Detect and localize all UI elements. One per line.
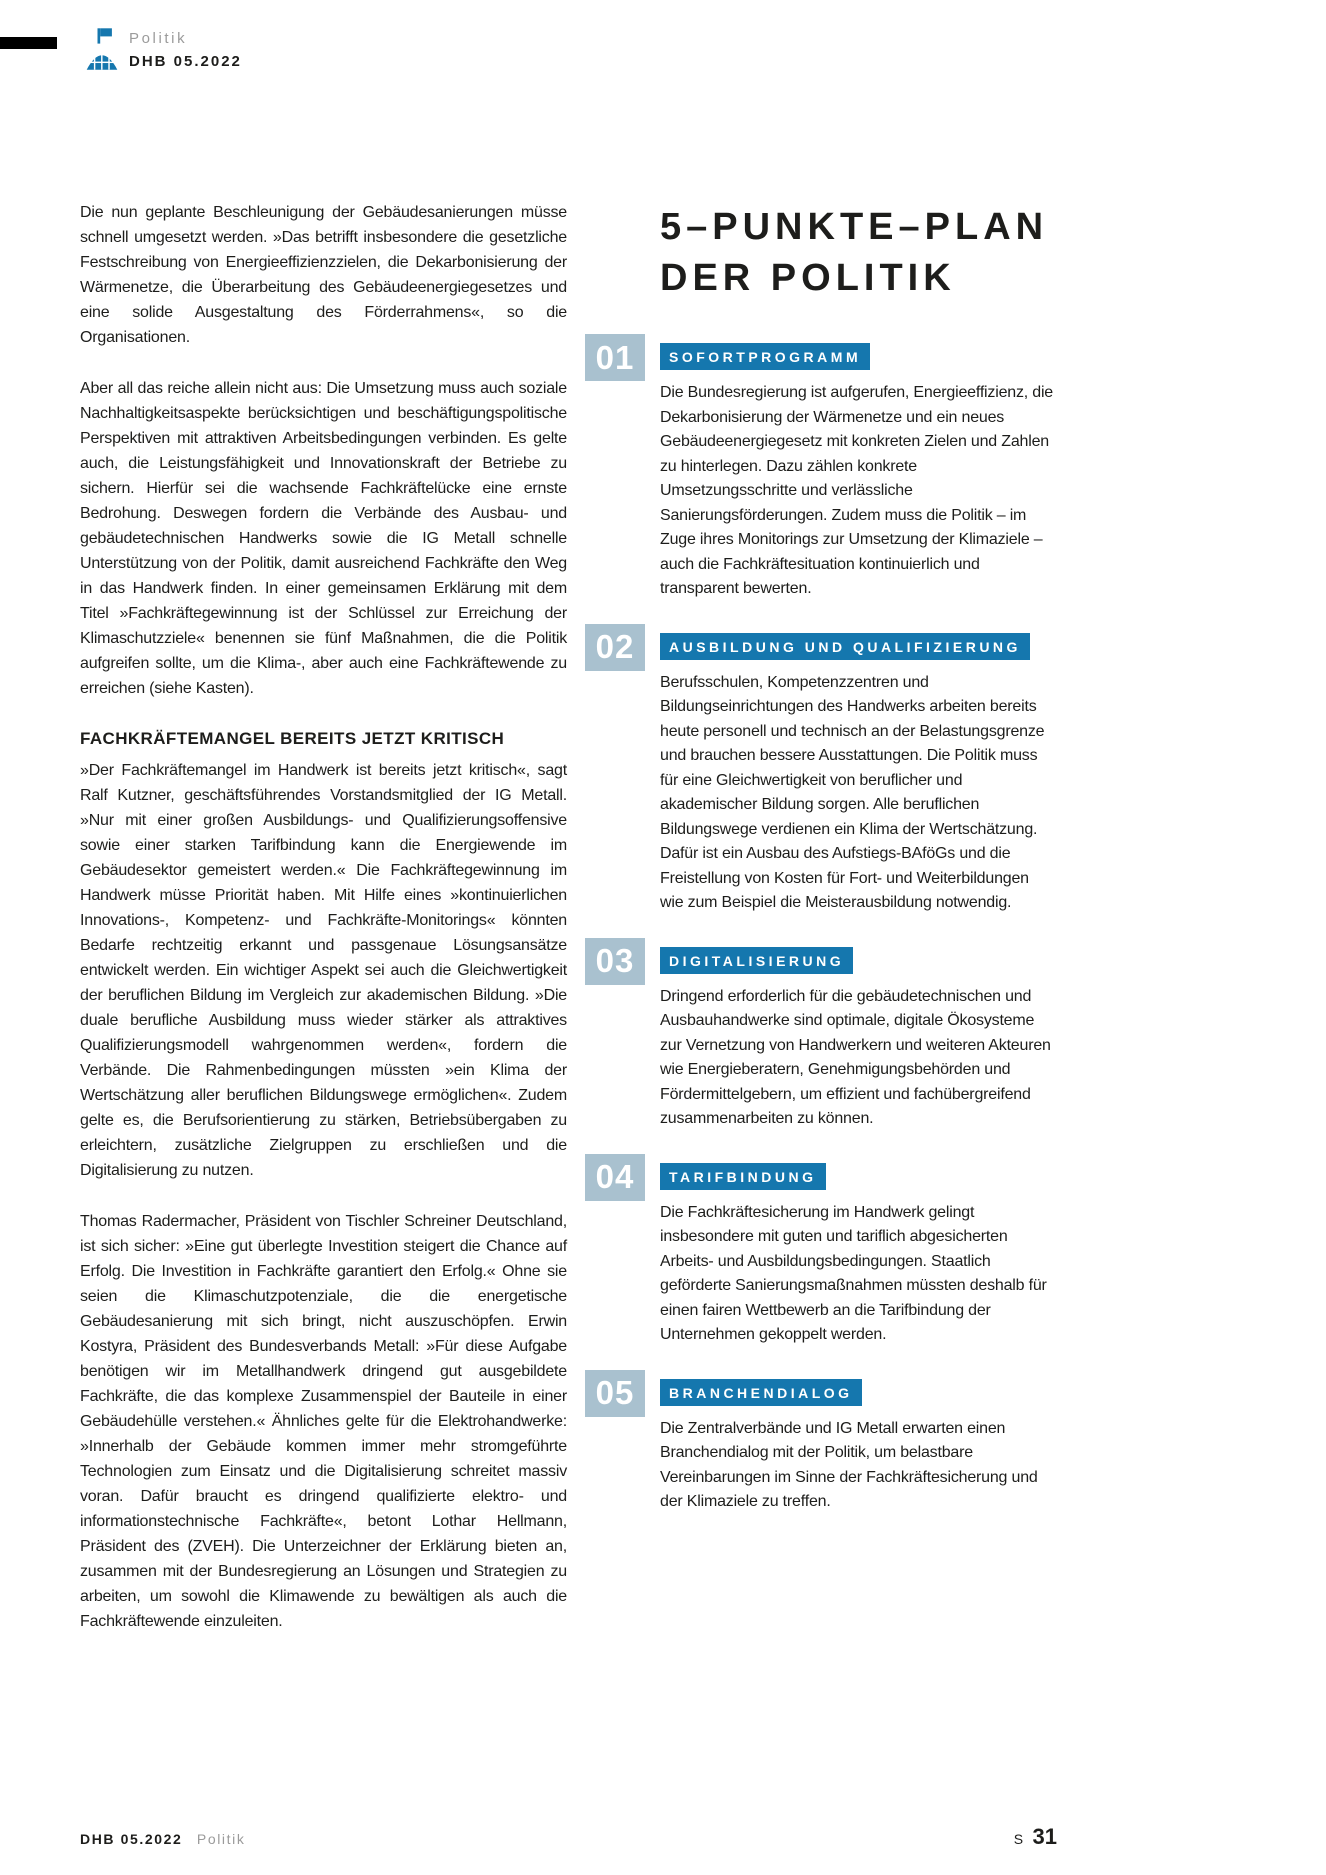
plan-item-text: Dringend erforderlich für die gebäudetechnischen und Ausbauhandwerke sind optimale, digitale Ökosysteme zur Vernetzung von Handwerkern und weiteren Akteuren wie Energieberatern, Genehmigungsbehörden und Fördermittelgebern, um effizient und fachübergreifend zusammenarbeiten zu können.: [660, 987, 1051, 1127]
plan-item-number: 02: [585, 624, 645, 671]
plan-title: [660, 202, 1060, 304]
footer-left: [80, 1831, 245, 1849]
plan-item-text: Die Fachkräftesicherung im Handwerk gelingt insbesondere mit guten und tariflich abgesicherten Arbeits- und Ausbildungsbedingungen. Staatlich geförderte Sanierungsmaßnahmen müssten deshalb für einen fairen Wettbewerb an die Tarifbindung der Unternehmen gekoppelt werden.: [660, 1203, 1047, 1343]
page-number-prefix: S: [1013, 1831, 1025, 1847]
plan-item-label: SOFORTPROGRAMM: [660, 343, 870, 370]
plan-item-content: [660, 1370, 1055, 1515]
header-section-label: Politik: [129, 30, 188, 47]
plan-item-label: AUSBILDUNG UND QUALIFIZIERUNG: [660, 633, 1030, 660]
plan-item-content: [660, 938, 1055, 1132]
footer-issue: DHB 05.2022: [80, 1831, 183, 1847]
page-number: [1014, 1824, 1057, 1850]
article-paragraph-4: Thomas Radermacher, Präsident von Tischler Schreiner Deutschland, ist sich sicher: »Eine gut überlegte Investition steigert die Chance auf Erfolg. Die Investition in Fachkräfte garantiert den Erfolg.« Ohne sie seien die Klimaschutzpotenziale, die die energetische Gebäudesanierung mit sich bringt, nicht auszuschöpfen. Erwin Kostyra, Präsident des Bundesverbands Metall: »Für diese Aufgabe benötigen wir im Metallhandwerk dringend gut ausgebildete Fachkräfte, die das komplexe Zusammenspiel der Bauteile in einer Gebäudehülle verstehen.« Ähnliches gelte für die Elektrohandwerke: »Innerhalb der Gebäude kommen immer mehr stromgeführte Technologien zum Einsatz und die Digitalisierung schreitet massiv voran. Dafür braucht es dringend qualifizierte elektro- und informationstechnische Fachkräfte«, betont Lothar Hellmann, Präsident des (ZVEH). Die Unterzeichner der Erklärung bieten an, zusammen mit der Bundesregierung an Lösungen und Strategien zu arbeiten, um sowohl die Klimawende zu bewältigen als auch die Fachkräftewende einzuleiten.: [80, 1213, 567, 1630]
plan-item-number: 03: [585, 938, 645, 985]
article-paragraph-3: »Der Fachkräftemangel im Handwerk ist bereits jetzt kritisch«, sagt Ralf Kutzner, geschäftsführendes Vorstandsmitglied der IG Metall. »Nur mit einer großen Ausbildungs- und Qualifizierungsoffensive sowie einer starken Tarifbindung kann die Energiewende im Gebäudesektor gemeistert werden.« Die Fachkräftegewinnung im Handwerk müsse Priorität haben. Mit Hilfe eines »kontinuierlichen Innovations-, Kompetenz- und Fachkräfte-Monitorings« könnten Bedarfe rechtzeitig erkannt und passgenaue Lösungsansätze entwickelt werden. Ein wichtiger Aspekt sei auch die Gleichwertigkeit der beruflichen Bildung im Vergleich zur akademischen Bildung. »Die duale berufliche Ausbildung muss wieder stärker als attraktives Qualifizierungsmodell wahrgenommen werden«, fordern die Verbände. Die Rahmenbedingungen müssten »ein Klima der Wertschätzung aller beruflichen Bildungswege ermöglichen«. Zudem gelte es, die Berufsorientierung zu stärken, Betriebsübergaben zu erleichtern, zusätzliche Zielgruppen zu erschließen und die Digitalisierung zu nutzen.: [80, 762, 567, 1179]
plan-item-label: BRANCHENDIALOG: [660, 1379, 862, 1406]
plan-item-text: Die Zentralverbände und IG Metall erwarten einen Branchendialog mit der Politik, um belastbare Vereinbarungen im Sinne der Fachkräftesicherung und der Klimaziele zu treffen.: [660, 1419, 1038, 1510]
plan-item-3: [585, 938, 1060, 1132]
plan-item-label: TARIFBINDUNG: [660, 1163, 826, 1190]
header-rule: [0, 37, 57, 49]
plan-title-line-2: DER POLITIK: [660, 257, 956, 299]
article-subheading: FACHKRÄFTEMANGEL BEREITS JETZT KRITISCH: [80, 729, 505, 748]
plan-item-5: [585, 1370, 1060, 1515]
plan-item-2: [585, 624, 1060, 916]
plan-item-content: [660, 624, 1055, 916]
plan-title-line-1: 5–PUNKTE–PLAN: [660, 206, 1049, 248]
plan-item-number: 04: [585, 1154, 645, 1201]
dhb-logo-icon: [84, 26, 120, 72]
page-footer: [80, 1824, 1057, 1850]
five-point-plan: [585, 200, 1060, 1660]
header-text: [129, 26, 242, 71]
plan-item-number: 05: [585, 1370, 645, 1417]
article-body: [80, 200, 567, 1660]
plan-item-1: [585, 334, 1060, 602]
page-number-value: 31: [1032, 1824, 1057, 1849]
plan-item-content: [660, 1154, 1055, 1348]
footer-section: Politik: [196, 1831, 246, 1847]
plan-item-label: DIGITALISIERUNG: [660, 947, 853, 974]
plan-item-content: [660, 334, 1055, 602]
content-columns: [80, 200, 1246, 1660]
plan-item-text: Die Bundesregierung ist aufgerufen, Energieeffizienz, die Dekarbonisierung der Wärmenetze und ein neues Gebäudeenergiegesetz mit konkreten Zielen und Zahlen zu hinterlegen. Dazu zählen konkrete Umsetzungsschritte und verlässliche Sanierungsförderungen. Zudem muss die Politik – im Zuge ihres Monitorings zur Umsetzung der Klimaziele – auch die Fachkräftesituation kontinuierlich und transparent bewerten.: [660, 384, 1054, 597]
article-paragraph-1: Die nun geplante Beschleunigung der Gebäudesanierungen müsse schnell umgesetzt werden. »Das betrifft insbesondere die gesetzliche Festschreibung von Energieeffizienzzielen, die Dekarbonisierung der Wärmenetze, die Überarbeitung des Gebäudeenergiegesetzes und eine solide Ausgestaltung des Förderrahmens«, so die Organisationen.: [80, 204, 567, 346]
plan-item-number: 01: [585, 334, 645, 381]
plan-item-text: Berufsschulen, Kompetenzzentren und Bildungseinrichtungen des Handwerks arbeiten bereits heute personell und technisch an der Belastungsgrenze und brauchen bessere Ausstattungen. Die Politik muss für eine Gleichwertigkeit von beruflicher und akademischer Bildung sorgen. Alle beruflichen Bildungswege verdienen ein Klima der Wertschätzung. Dafür ist ein Ausbau des Aufstiegs-BAföGs und die Freistellung von Kosten für Fort- und Weiterbildungen wie zum Beispiel die Meisterausbildung notwendig.: [660, 673, 1045, 911]
plan-item-4: [585, 1154, 1060, 1348]
page-header: [84, 26, 242, 72]
header-issue-label: DHB 05.2022: [129, 53, 242, 70]
article-paragraph-2: Aber all das reiche allein nicht aus: Die Umsetzung muss auch soziale Nachhaltigkeitsaspekte berücksichtigen und beschäftigungspolitische Perspektiven mit attraktiven Arbeitsbedingungen verbinden. Es gelte auch, die Leistungsfähigkeit und Innovationskraft der Betriebe zu sichern. Hierfür sei die wachsende Fachkräftelücke eine ernste Bedrohung. Deswegen fordern die Verbände des Ausbau- und gebäudetechnischen Handwerks sowie die IG Metall schnelle Unterstützung von der Politik, damit ausreichend Fachkräfte den Weg in das Handwerk finden. In einer gemeinsamen Erklärung mit dem Titel »Fachkräftegewinnung ist der Schlüssel zur Erreichung der Klimaschutzziele« benennen sie fünf Maßnahmen, die die Politik aufgreifen sollte, um die Klima-, aber auch eine Fachkräftewende zu erreichen (siehe Kasten).: [80, 380, 567, 697]
